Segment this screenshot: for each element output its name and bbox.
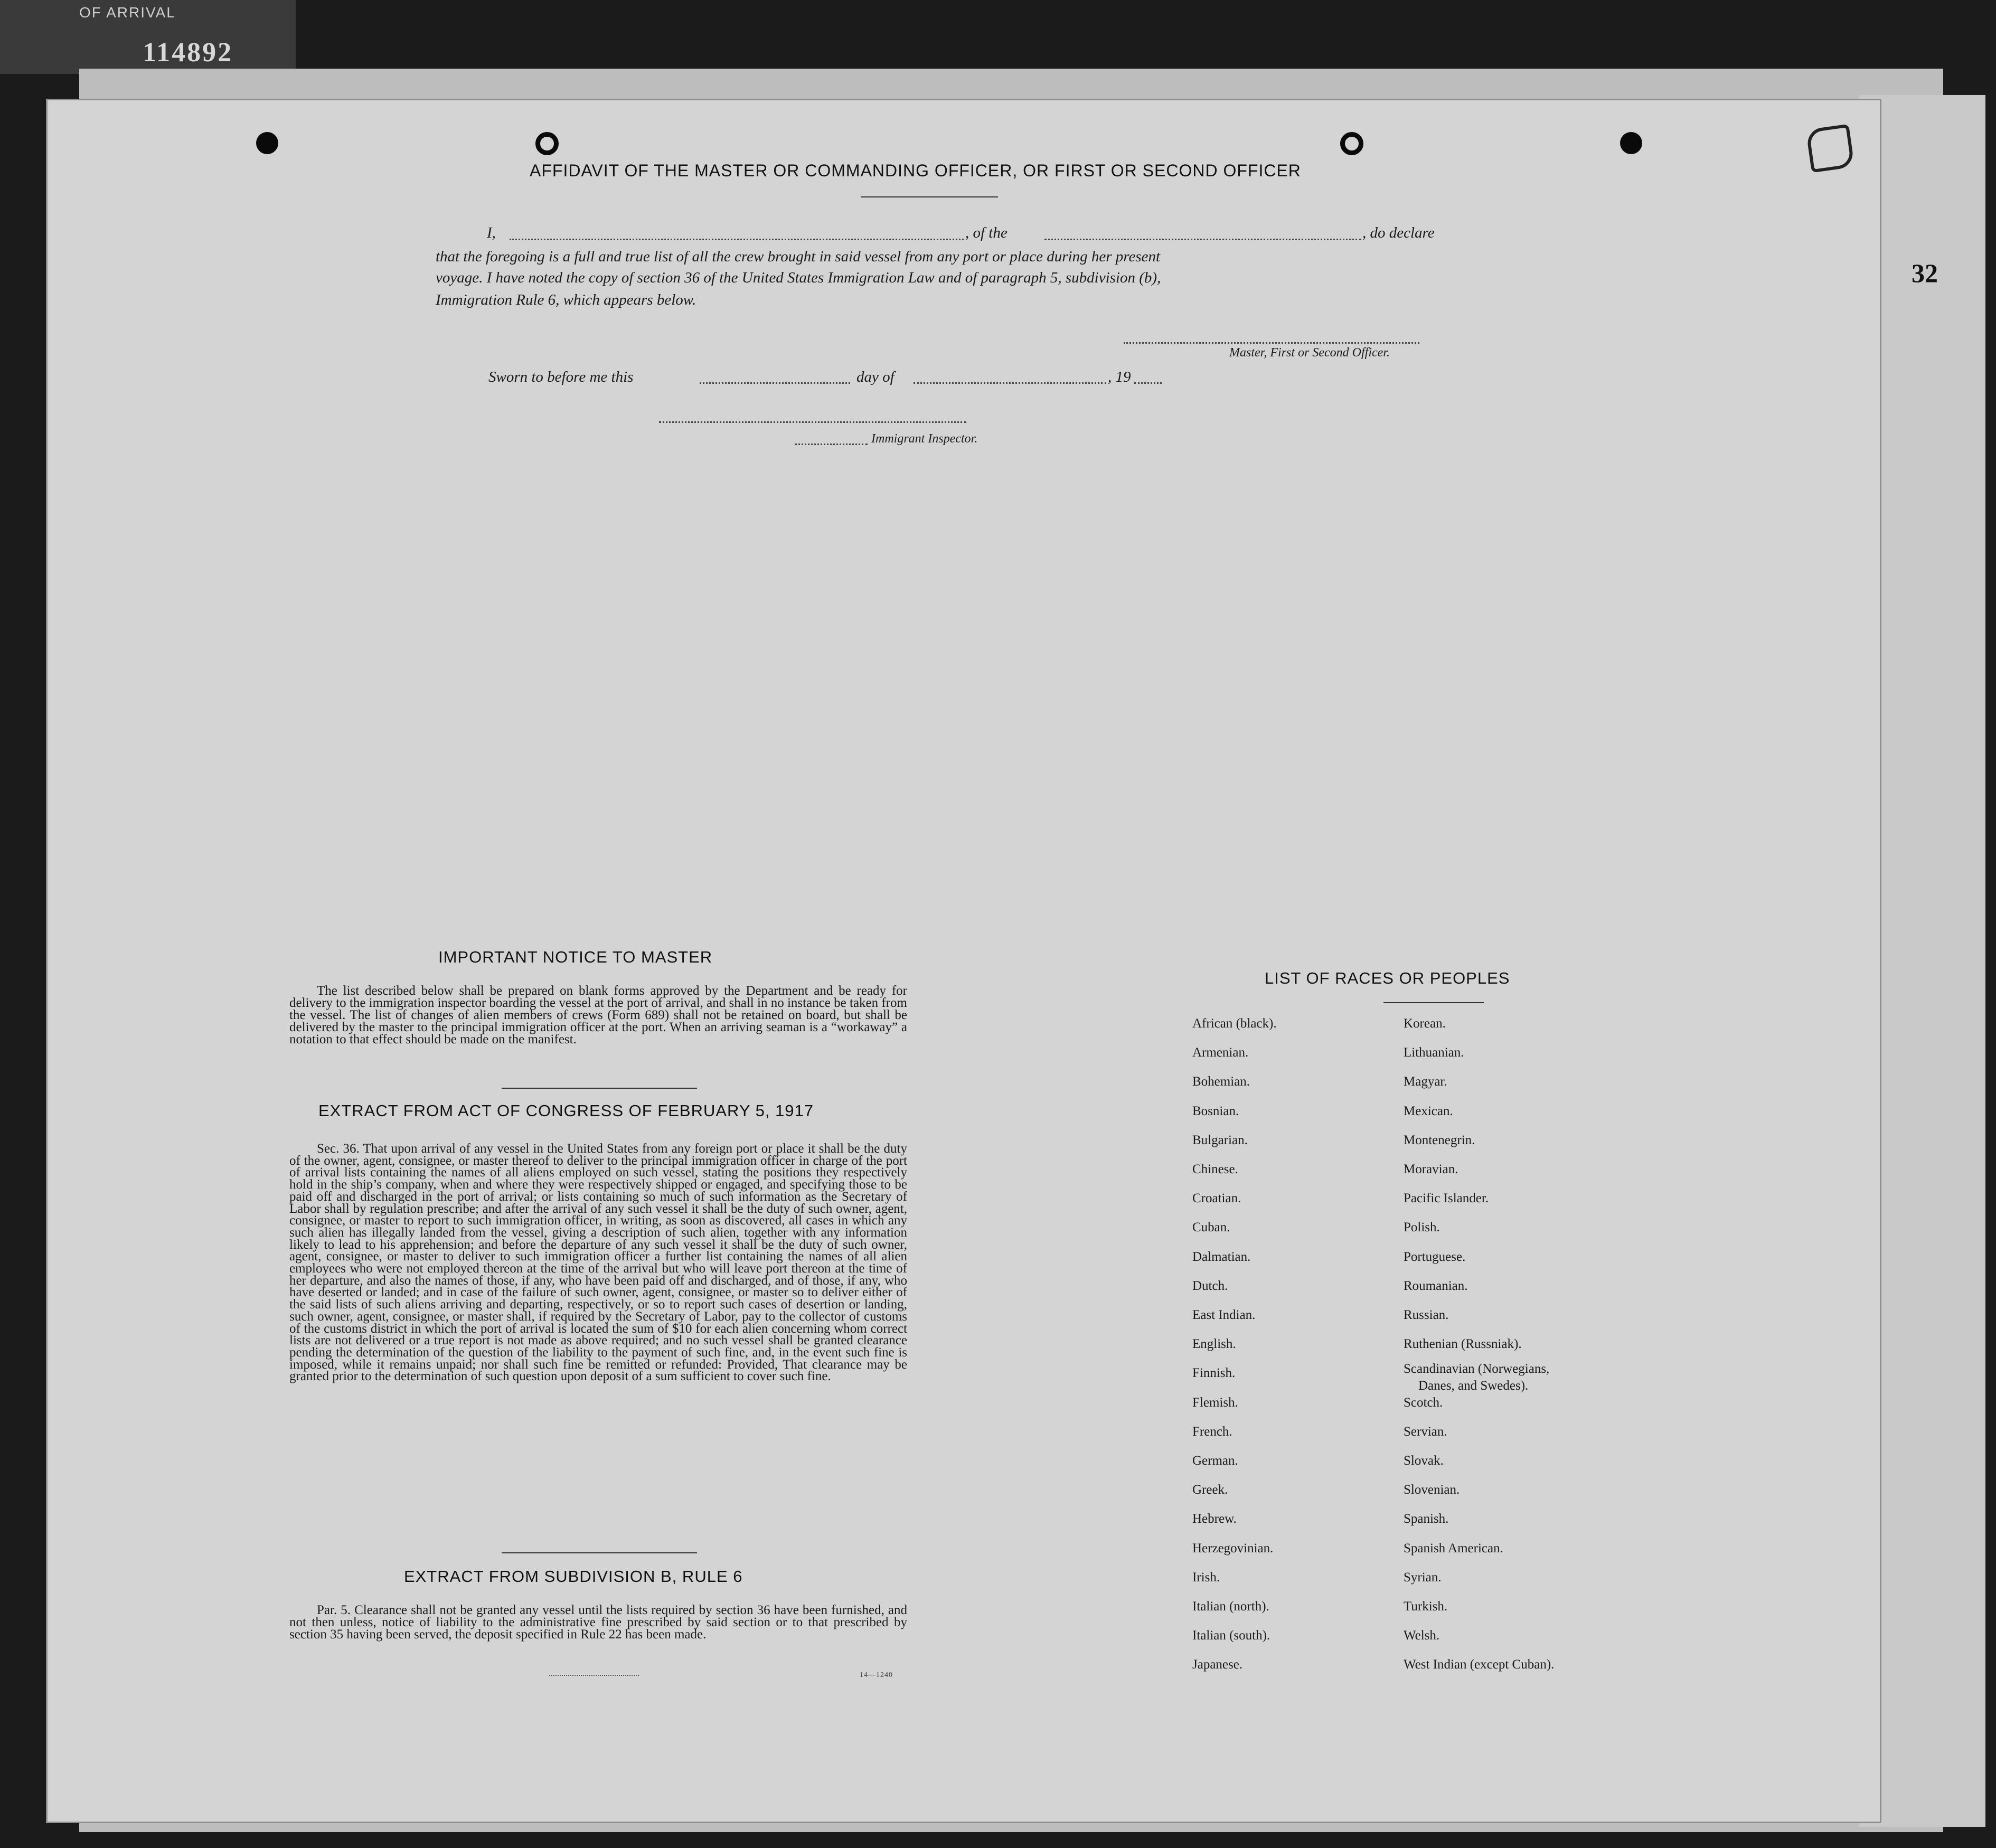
race-item: Roumanian. — [1404, 1278, 1468, 1293]
handwritten-mark-icon — [1806, 124, 1855, 173]
affidavit-of-the: , of the — [965, 224, 1008, 241]
race-item: English. — [1192, 1337, 1236, 1352]
extract-act-rule — [502, 1552, 697, 1553]
race-item: Welsh. — [1404, 1628, 1440, 1643]
vessel-name-field[interactable] — [1044, 239, 1361, 240]
race-item: Hebrew. — [1192, 1512, 1237, 1526]
printer-imprint — [549, 1675, 639, 1676]
punch-hole-icon — [535, 132, 559, 155]
affidavit-line-3: voyage. I have noted the copy of section 36 of the United States Immigration Law and of paragraph 5, subdivision (b), — [436, 269, 1161, 286]
page-number: 32 — [1912, 258, 1938, 288]
notice-text: The list described below shall be prepared on blank forms approved by the Department and be ready for delivery to the immigration inspector boarding the vessel at the port of arrival, and shall in no instance be taken from the vessel. The list of changes of alien members of crews (Form 689) shall not be retained on board, but shall be delivered by the master to the principal immigration officer at the port. When an arriving seaman is a “workaway” a notation to that effect should be made on the manifest. — [289, 984, 907, 1046]
race-item: Turkish. — [1404, 1599, 1448, 1614]
inspector-label: Immigrant Inspector. — [871, 432, 978, 446]
race-item: Irish. — [1192, 1570, 1220, 1585]
extract-act-text: Sec. 36. That upon arrival of any vessel in the United States from any foreign port or place it shall be the duty of the owner, agent, consignee, or master thereof to deliver to the principal immigration officer in charge of the port of arrival lists containing the names of all aliens employed on such vessel, stating the positions they respectively hold in the ship’s company, when and where they were respectively shipped or engaged, and specifying those to be paid off and discharged in the port of arrival; or lists containing so much of such information as the Secretary of Labor shall by regulation prescribe; and after the arrival of any such vessel it shall be the duty of such owner, agent, consignee, or master to report to such immigration officer, in writing, as soon as discovered, all cases in which any such alien has illegally landed from the vessel, giving a description of such alien, together with any information likely to lead to his apprehension; and before the departure of any such vessel it shall be the duty of such owner, agent, consignee, or master to deliver to such immigration officer a further list containing the names of all alien employees who were not employed thereon at the time of the arrival but who will leave port thereon at the time of her departure, and also the names of those, if any, who have been paid off and discharged, and of those, if any, who have deserted or landed; and in case of the failure of such owner, agent, consignee, or master so to deliver either of the said lists of such aliens arriving and departing, respectively, or so to report such cases of desertion or landing, such owner, agent, consignee, or master shall, if required by the Secretary of Labor, pay to the collector of customs of the customs district in which the port of arrival is located the sum of $10 for each alien concerning whom correct lists are not delivered or a true report is not made as above required; and no such vessel shall be granted clearance pending the determination of the question of the liability to the payment of such fine, and, in the event such fine is imposed, while it remains unpaid; nor shall such fine be remitted or refunded: Provided, That clearance may be granted prior to the determination of such question upon deposit of a sum sufficient to cover such fine. — [289, 1142, 907, 1384]
sworn-year-field[interactable] — [1134, 382, 1162, 384]
notice-rule — [502, 1088, 697, 1089]
race-item: Moravian. — [1404, 1162, 1458, 1176]
race-item: Spanish. — [1404, 1512, 1449, 1526]
extract-act-title: EXTRACT FROM ACT OF CONGRESS OF FEBRUARY 5, 1917 — [318, 1101, 814, 1120]
inspector-signature-field[interactable] — [659, 421, 966, 423]
race-item: Italian (north). — [1192, 1599, 1269, 1614]
race-item: Magyar. — [1404, 1074, 1447, 1089]
race-item: Finnish. — [1192, 1366, 1236, 1381]
races-title: LIST OF RACES OR PEOPLES — [1265, 969, 1510, 987]
race-item: Bohemian. — [1192, 1074, 1250, 1089]
sworn-prefix: Sworn to before me this — [488, 369, 634, 385]
arrival-tab-number: 114892 — [143, 37, 233, 68]
race-item: Cuban. — [1192, 1220, 1230, 1235]
race-item: Scandinavian (Norwegians, — [1404, 1362, 1550, 1376]
race-item: Mexican. — [1404, 1104, 1453, 1118]
race-item: Montenegrin. — [1404, 1133, 1475, 1147]
race-item: Korean. — [1404, 1016, 1446, 1031]
race-item: Croatian. — [1192, 1191, 1241, 1206]
master-signature-field[interactable] — [1124, 342, 1419, 344]
extract-rule-text: Par. 5. Clearance shall not be granted any vessel until the lists required by section 36 have been furnished, and not then unless, notice of liability to the administrative fine prescribed by said section or to that prescribed by section 35 having been served, the deposit specified in Rule 22 has been made. — [289, 1603, 907, 1642]
notice-title: IMPORTANT NOTICE TO MASTER — [438, 948, 713, 966]
sworn-day: day of — [856, 369, 895, 385]
affidavit-sheet — [48, 100, 1880, 1822]
race-item: Dutch. — [1192, 1278, 1228, 1293]
race-item: Servian. — [1404, 1424, 1447, 1439]
master-name-field[interactable] — [510, 239, 964, 240]
affidavit-declare: , do declare — [1362, 224, 1435, 241]
affidavit-title-rule — [861, 196, 998, 197]
race-item: Danes, and Swedes). — [1418, 1379, 1529, 1393]
race-item: Herzegovinian. — [1192, 1541, 1274, 1555]
affidavit-line-2: that the foregoing is a full and true list of all the crew brought in said vessel from any port or place during her present — [436, 248, 1161, 265]
extract-rule-title: EXTRACT FROM SUBDIVISION B, RULE 6 — [404, 1567, 743, 1586]
race-item: Polish. — [1404, 1220, 1440, 1235]
inspector-prefix-field[interactable] — [795, 444, 868, 445]
punch-hole-icon — [1340, 132, 1363, 155]
race-item: Dalmatian. — [1192, 1249, 1251, 1264]
sworn-month-field[interactable] — [914, 382, 1106, 384]
race-item: Slovenian. — [1404, 1483, 1460, 1497]
race-item: Japanese. — [1192, 1657, 1243, 1672]
race-item: Bosnian. — [1192, 1104, 1239, 1118]
race-item: East Indian. — [1192, 1308, 1256, 1322]
race-item: Italian (south). — [1192, 1628, 1270, 1643]
race-item: Lithuanian. — [1404, 1045, 1464, 1060]
affidavit-i: I, — [487, 224, 496, 241]
affidavit-line-4: Immigration Rule 6, which appears below. — [436, 291, 696, 308]
race-item: Bulgarian. — [1192, 1133, 1248, 1147]
punch-hole-icon — [1620, 132, 1642, 154]
race-item: Portuguese. — [1404, 1249, 1466, 1264]
race-item: French. — [1192, 1424, 1232, 1439]
race-item: Slovak. — [1404, 1454, 1444, 1468]
punch-hole-icon — [256, 132, 278, 154]
race-item: Russian. — [1404, 1308, 1449, 1322]
race-item: Armenian. — [1192, 1045, 1249, 1060]
race-item: German. — [1192, 1454, 1238, 1468]
arrival-tab-strip — [0, 0, 296, 74]
race-item: Pacific Islander. — [1404, 1191, 1489, 1206]
affidavit-title: AFFIDAVIT OF THE MASTER OR COMMANDING OFFICER, OR FIRST OR SECOND OFFICER — [530, 161, 1301, 180]
sworn-year: , 19 — [1108, 369, 1131, 385]
races-rule — [1383, 1002, 1484, 1003]
race-item: West Indian (except Cuban). — [1404, 1657, 1555, 1672]
race-item: African (black). — [1192, 1016, 1277, 1031]
arrival-tab-label: OF ARRIVAL — [79, 4, 176, 21]
race-item: Syrian. — [1404, 1570, 1442, 1585]
race-item: Spanish American. — [1404, 1541, 1503, 1555]
race-item: Flemish. — [1192, 1395, 1238, 1410]
race-item: Chinese. — [1192, 1162, 1238, 1176]
race-item: Greek. — [1192, 1483, 1228, 1497]
race-item: Ruthenian (Russniak). — [1404, 1337, 1522, 1352]
master-signature-label: Master, First or Second Officer. — [1229, 346, 1390, 360]
sworn-date-field[interactable] — [700, 382, 850, 384]
race-item: Scotch. — [1404, 1395, 1443, 1410]
form-number: 14—1240 — [860, 1671, 893, 1679]
